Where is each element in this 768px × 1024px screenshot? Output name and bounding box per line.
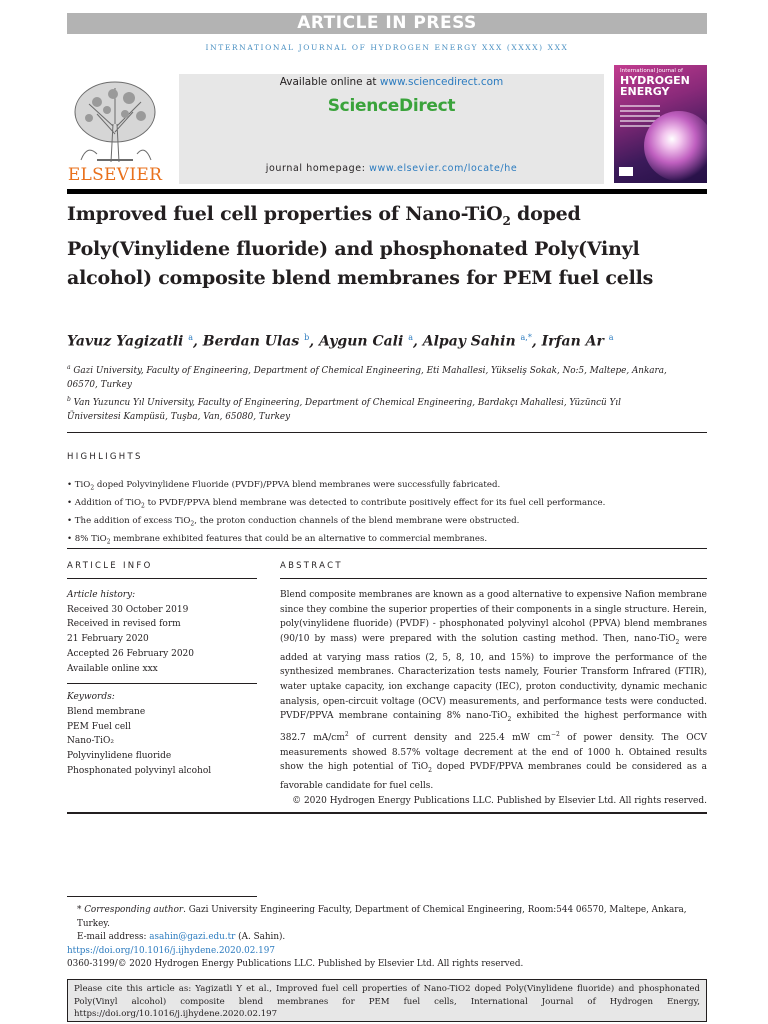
cover-publisher-mark: [619, 167, 633, 176]
title-part-1: Improved fuel cell properties of Nano-TiO: [67, 203, 503, 225]
abstract-subscript: 2: [428, 767, 432, 775]
email-link[interactable]: asahin@gazi.edu.tr: [149, 932, 236, 943]
abstract-rule: [280, 578, 707, 579]
abstract-text: of power density. The OCV measurements showed 8.57% voltage decrement at the end of 1000 h. Obtained results show the high potential of TiO: [280, 732, 708, 773]
abstract-text: were added at varying mass ratios (2, 5, 8, 10, and 15%) to improve the performance of the synthesized membranes. Characterization tests namely, Fourier Transform Infrared (FTIR), water uptake capacity, ion exchange capacity (IEC), proton conductivity, dynamic mechanic analysis, open-circuit voltage (OCV) measurements, and performance tests were conducted. PVDF/PPVA membrane containing 8% nano-TiO: [280, 634, 707, 722]
history-label: Article history:: [67, 590, 136, 600]
abstract-subscript: 2: [507, 716, 512, 724]
header-rule: [67, 189, 707, 194]
highlight-text: • 8% TiO: [67, 533, 107, 544]
section-divider: [67, 548, 707, 549]
available-online: [179, 76, 604, 88]
corresponding-text: . Gazi University Engineering Faculty, Department of Chemical Engineering, Room:544 06570, Maltepe, Ankara, Turkey.: [77, 905, 687, 929]
title-part-2: doped Poly(Vinylidene fluoride) and phosphonated Poly(Vinyl alcohol) composite blend membranes for PEM fuel cells: [67, 203, 654, 289]
email-owner: (A. Sahin).: [235, 932, 286, 943]
article-info-heading: ARTICLE INFO: [67, 561, 153, 571]
author-affiliation-marker[interactable]: a: [608, 333, 614, 342]
highlight-subscript: 2: [90, 484, 95, 492]
journal-running-header: INTERNATIONAL JOURNAL OF HYDROGEN ENERGY XXX (XXXX) XXX: [205, 43, 569, 52]
abstract-superscript: −2: [550, 730, 560, 738]
abstract-paragraph: [280, 588, 707, 794]
abstract-copyright: © 2020 Hydrogen Energy Publications LLC. Published by Elsevier Ltd. All rights reserved.: [292, 795, 707, 806]
article-info-rule: [67, 683, 257, 684]
cover-title-line-2: ENERGY: [620, 85, 670, 98]
highlight-text: • Addition of TiO: [67, 497, 142, 508]
sciencedirect-link[interactable]: www.sciencedirect.com: [379, 76, 504, 88]
history-item: Accepted 26 February 2020: [67, 648, 195, 659]
highlight-text: , the proton conduction channels of the blend membrane were obstructed.: [194, 515, 520, 526]
affiliations: [67, 361, 667, 425]
article-in-press-banner: ARTICLE IN PRESS: [67, 13, 707, 34]
article-title: [67, 200, 707, 292]
corresponding-author-note: [67, 904, 707, 931]
highlight-item: [67, 478, 707, 496]
available-prefix: Available online at: [279, 76, 380, 88]
footnote-rule: [67, 896, 257, 897]
affiliation-text: Gazi University, Faculty of Engineering, Department of Chemical Engineering, Eti Mahallesi, Yükseliş Sokak, No:5, Maltepe, Ankara, 06570, Turkey: [67, 365, 667, 391]
highlight-subscript: 2: [141, 502, 145, 510]
author-affiliation-marker[interactable]: a: [408, 333, 413, 342]
email-note: [67, 931, 707, 945]
highlights-heading: HIGHLIGHTS: [67, 452, 143, 462]
highlight-item: [67, 514, 707, 532]
highlight-item: [67, 532, 707, 550]
section-divider: [67, 812, 707, 814]
history-item: Available online xxx: [67, 663, 158, 674]
author[interactable]: Alpay Sahin: [422, 333, 516, 350]
abstract-superscript: 2: [344, 730, 349, 738]
keyword[interactable]: PEM Fuel cell: [67, 721, 131, 732]
author-list: Yavuz Yagizatli $^a$, Berdan Ulas $^b$, Aygun Cali $^a$, Alpay Sahin $^{a,*}$, Irfan Ar $^a$: [67, 333, 614, 350]
author-affiliation-marker[interactable]: a: [188, 333, 193, 342]
author[interactable]: Yavuz Yagizatli: [67, 333, 184, 350]
sciencedirect-box: [179, 74, 604, 184]
footnotes: [67, 904, 707, 972]
affiliation-text: Van Yuzuncu Yıl University, Faculty of Engineering, Department of Chemical Engineering, Bardakçı Mahallesi, Yüzüncü Yıl Üniversitesi Kampüsü, Tuşba, Van, 65080, Turkey: [67, 397, 621, 423]
highlight-text: membrane exhibited features that could be an alternative to commercial membranes.: [110, 533, 488, 544]
doi-link[interactable]: https://doi.org/10.1016/j.ijhydene.2020.02.197: [67, 945, 275, 956]
elsevier-wordmark: ELSEVIER: [67, 165, 163, 185]
abstract-text: exhibited the highest performance with 382.7 mA/cm: [280, 711, 708, 743]
sciencedirect-logo: ScienceDirect: [327, 96, 456, 116]
highlight-text: doped Polyvinylidene Fluoride (PVDF)/PPVA blend membranes were successfully fabricated.: [94, 480, 501, 490]
citation-box: Please cite this article as: Yagizatli Y et al., Improved fuel cell properties of Nano-TiO2 doped Poly(Vinylidene fluoride) and phosphonated Poly(Vinyl alcohol) composite blend membranes for PEM fuel cells, International Journal of Hydrogen Energy, https://doi.org/10.1016/j.ijhydene.2020.02.197: [67, 979, 707, 1022]
highlights-list: [67, 478, 707, 550]
cover-top-text: International Journal of: [620, 68, 683, 74]
keyword[interactable]: Polyvinylidene fluoride: [67, 751, 172, 762]
keyword[interactable]: Phosphonated polyvinyl alcohol: [67, 765, 212, 776]
affiliation-marker: a: [67, 364, 71, 371]
author[interactable]: Irfan Ar: [541, 333, 604, 350]
corresponding-label: Corresponding author: [84, 905, 184, 915]
issn-line: 0360-3199/© 2020 Hydrogen Energy Publications LLC. Published by Elsevier Ltd. All rights reserved.: [67, 959, 524, 970]
abstract-body: [280, 588, 707, 808]
highlight-item: [67, 496, 707, 514]
cover-title: [620, 75, 690, 97]
keyword[interactable]: Blend membrane: [67, 706, 146, 717]
abstract-text: Blend composite membranes are known as a good alternative to expensive Nafion membrane since they combine the superior properties of their components in a single structure. Herein, poly(vinylidene fluoride) (PVDF) - phosphonated polyvinyl alcohol (PPVA) blend membranes (90/10 by mass) were prepared with the solution casting method. Then, nano-TiO: [280, 590, 707, 645]
history-item: Received in revised form: [67, 619, 181, 630]
journal-homepage: [179, 163, 604, 174]
email-label: E-mail address:: [77, 932, 150, 943]
article-info-rule: [67, 578, 257, 579]
affiliation-a: [67, 361, 667, 393]
journal-cover-thumbnail[interactable]: [614, 65, 707, 183]
history-item: Received 30 October 2019: [67, 604, 189, 615]
affiliation-marker: b: [67, 395, 71, 403]
title-subscript: 2: [502, 213, 511, 228]
cover-orb-graphic: [644, 111, 707, 181]
footnote-star: *: [77, 905, 85, 915]
author-affiliation-marker[interactable]: b: [304, 333, 310, 342]
history-item: 21 February 2020: [67, 634, 149, 645]
abstract-text: of current density and 225.4 mW cm: [348, 732, 551, 743]
author-affiliation-marker[interactable]: a,*: [520, 333, 532, 342]
highlight-subscript: 2: [190, 520, 195, 528]
author[interactable]: Berdan Ulas: [202, 333, 300, 350]
abstract-text: doped PVDF/PPVA membranes could be considered as a favorable candidate for fuel cells.: [280, 762, 708, 791]
highlight-text: • The addition of excess TiO: [67, 515, 191, 526]
keywords-label: Keywords:: [67, 692, 115, 703]
journal-homepage-link[interactable]: www.elsevier.com/locate/he: [369, 163, 518, 174]
highlight-text: • TiO: [67, 480, 91, 490]
keyword[interactable]: Nano-TiO₂: [67, 736, 115, 747]
section-divider: [67, 432, 707, 433]
highlight-text: to PVDF/PPVA blend membrane was detected to contribute positively effect for its fuel cell performance.: [144, 497, 606, 508]
highlight-subscript: 2: [106, 538, 111, 546]
cover-title-line-1: HYDROGEN: [620, 74, 690, 87]
abstract-heading: ABSTRACT: [280, 561, 343, 571]
homepage-prefix: journal homepage:: [265, 163, 370, 174]
affiliation-b: [67, 393, 667, 425]
abstract-subscript: 2: [675, 638, 680, 646]
masthead: [67, 68, 707, 185]
author[interactable]: Aygun Cali: [319, 333, 404, 350]
